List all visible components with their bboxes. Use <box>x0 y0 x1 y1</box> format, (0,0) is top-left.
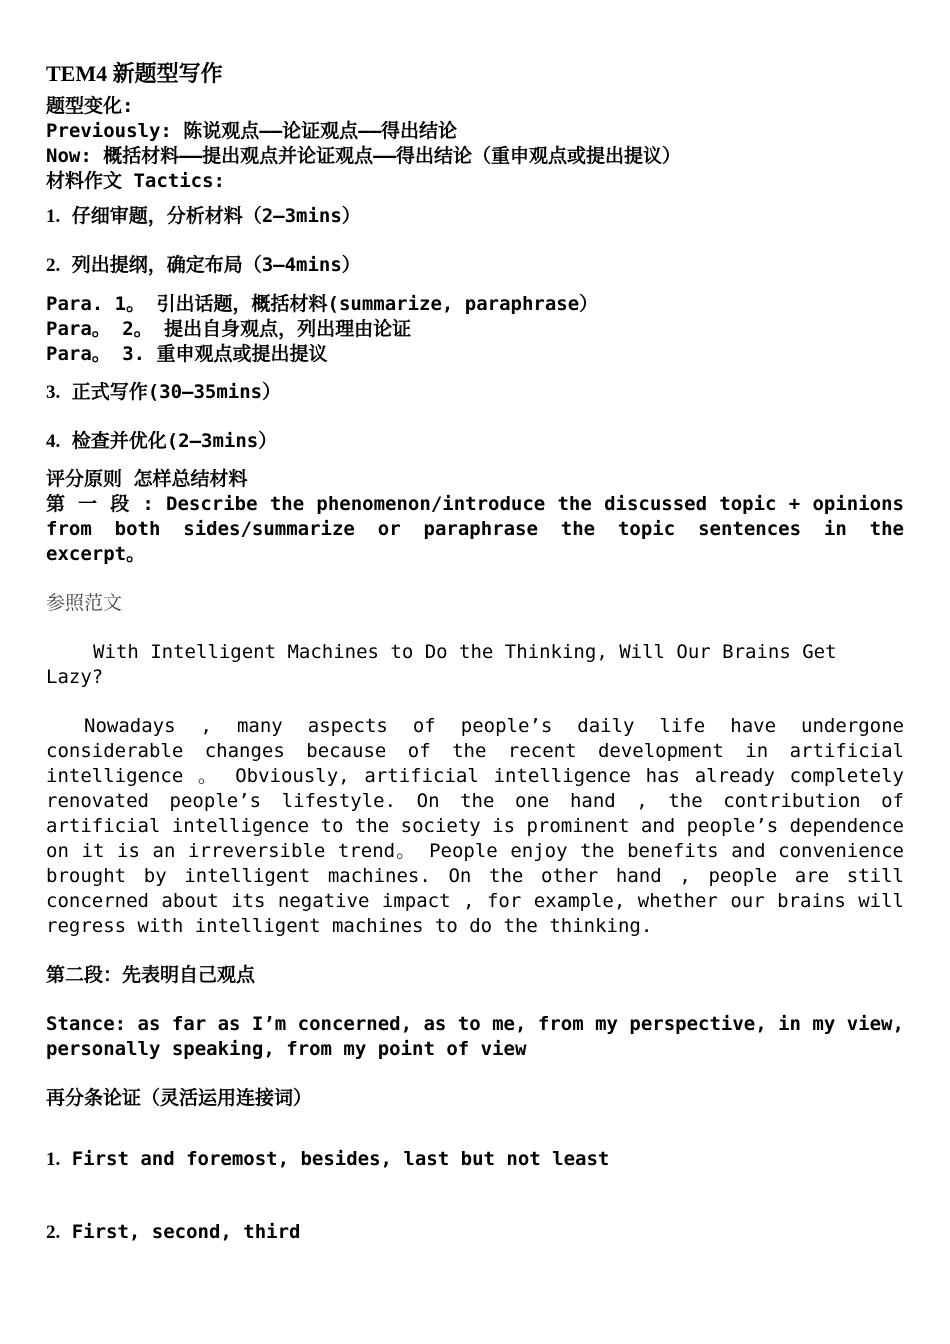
step-number: 3. <box>46 382 61 403</box>
argument-heading: 再分条论证（灵活运用连接词） <box>46 1087 313 1109</box>
tactic-step-2 <box>46 253 904 278</box>
step-text: 仔细审题，分析材料（2—3mins） <box>71 205 361 227</box>
stance-phrases: Stance: as far as I’m concerned, as to me, from my perspective, in my view, personally speaking, from my point of view <box>46 1013 904 1060</box>
header-line: 材料作文 Tactics: <box>46 170 225 192</box>
reference-essay-label: 参照范文 <box>46 592 123 614</box>
document-page <box>46 60 904 1245</box>
connector-number: 1. <box>46 1149 61 1170</box>
header-line: Now: 概括材料——提出观点并论证观点——得出结论（重申观点或提出提议） <box>46 145 681 167</box>
tactic-step-3 <box>46 380 904 405</box>
connector-number: 2. <box>46 1222 61 1243</box>
outline-para: Para。 2。 提出自身观点，列出理由论证 <box>46 318 412 340</box>
connector-text: First, second, third <box>71 1221 301 1243</box>
outline-paragraphs <box>46 292 904 367</box>
question-type-section <box>46 94 904 194</box>
header-line: 题型变化: <box>46 95 134 117</box>
step-number: 4. <box>46 431 61 452</box>
step-text: 检查并优化(2—3mins） <box>71 430 278 452</box>
connector-list-2 <box>46 1220 904 1245</box>
second-paragraph-heading: 第二段：先表明自己观点 <box>46 964 256 986</box>
step-text: 正式写作(30—35mins） <box>71 381 282 403</box>
step-text: 列出提纲，确定布局（3—4mins） <box>71 254 361 276</box>
tactic-step-1 <box>46 204 904 229</box>
document-title: TEM4 新题型写作 <box>46 61 223 86</box>
outline-para: Para。 3. 重申观点或提出提议 <box>46 343 328 365</box>
essay-paragraph: Nowadays , many aspects of people’s daily life have undergone considerable changes because of the recent development in artificial intelligence 。 Obviously, artificial intelligence has already completely renovated people’s lifestyle. On the one hand , the contribution of artificial intelligence to the society is prominent and people’s dependence on it is an irreversible trend。 People enjoy the benefits and convenience brought by intelligent machines. On the other hand , people are still concerned about its negative impact , for example, whether our brains will regress with intelligent machines to do the thinking. <box>46 715 904 937</box>
outline-para: Para. 1。 引出话题，概括材料(summarize, paraphrase） <box>46 293 599 315</box>
scoring-heading: 评分原则 怎样总结材料 <box>46 468 248 490</box>
step-number: 1. <box>46 206 61 227</box>
tactic-step-4 <box>46 429 904 454</box>
header-line: Previously: 陈说观点——论证观点——得出结论 <box>46 120 458 142</box>
first-paragraph-rule: 第 一 段 : Describe the phenomenon/introduce the discussed topic + opinions from both sides/summarize or paraphrase the topic sentences in the excerpt。 <box>46 493 904 565</box>
step-number: 2. <box>46 255 61 276</box>
connector-list-1 <box>46 1147 904 1172</box>
essay-title: With Intelligent Machines to Do the Thinking, Will Our Brains Get Lazy? <box>46 641 837 688</box>
connector-text: First and foremost, besides, last but not least <box>71 1148 610 1170</box>
